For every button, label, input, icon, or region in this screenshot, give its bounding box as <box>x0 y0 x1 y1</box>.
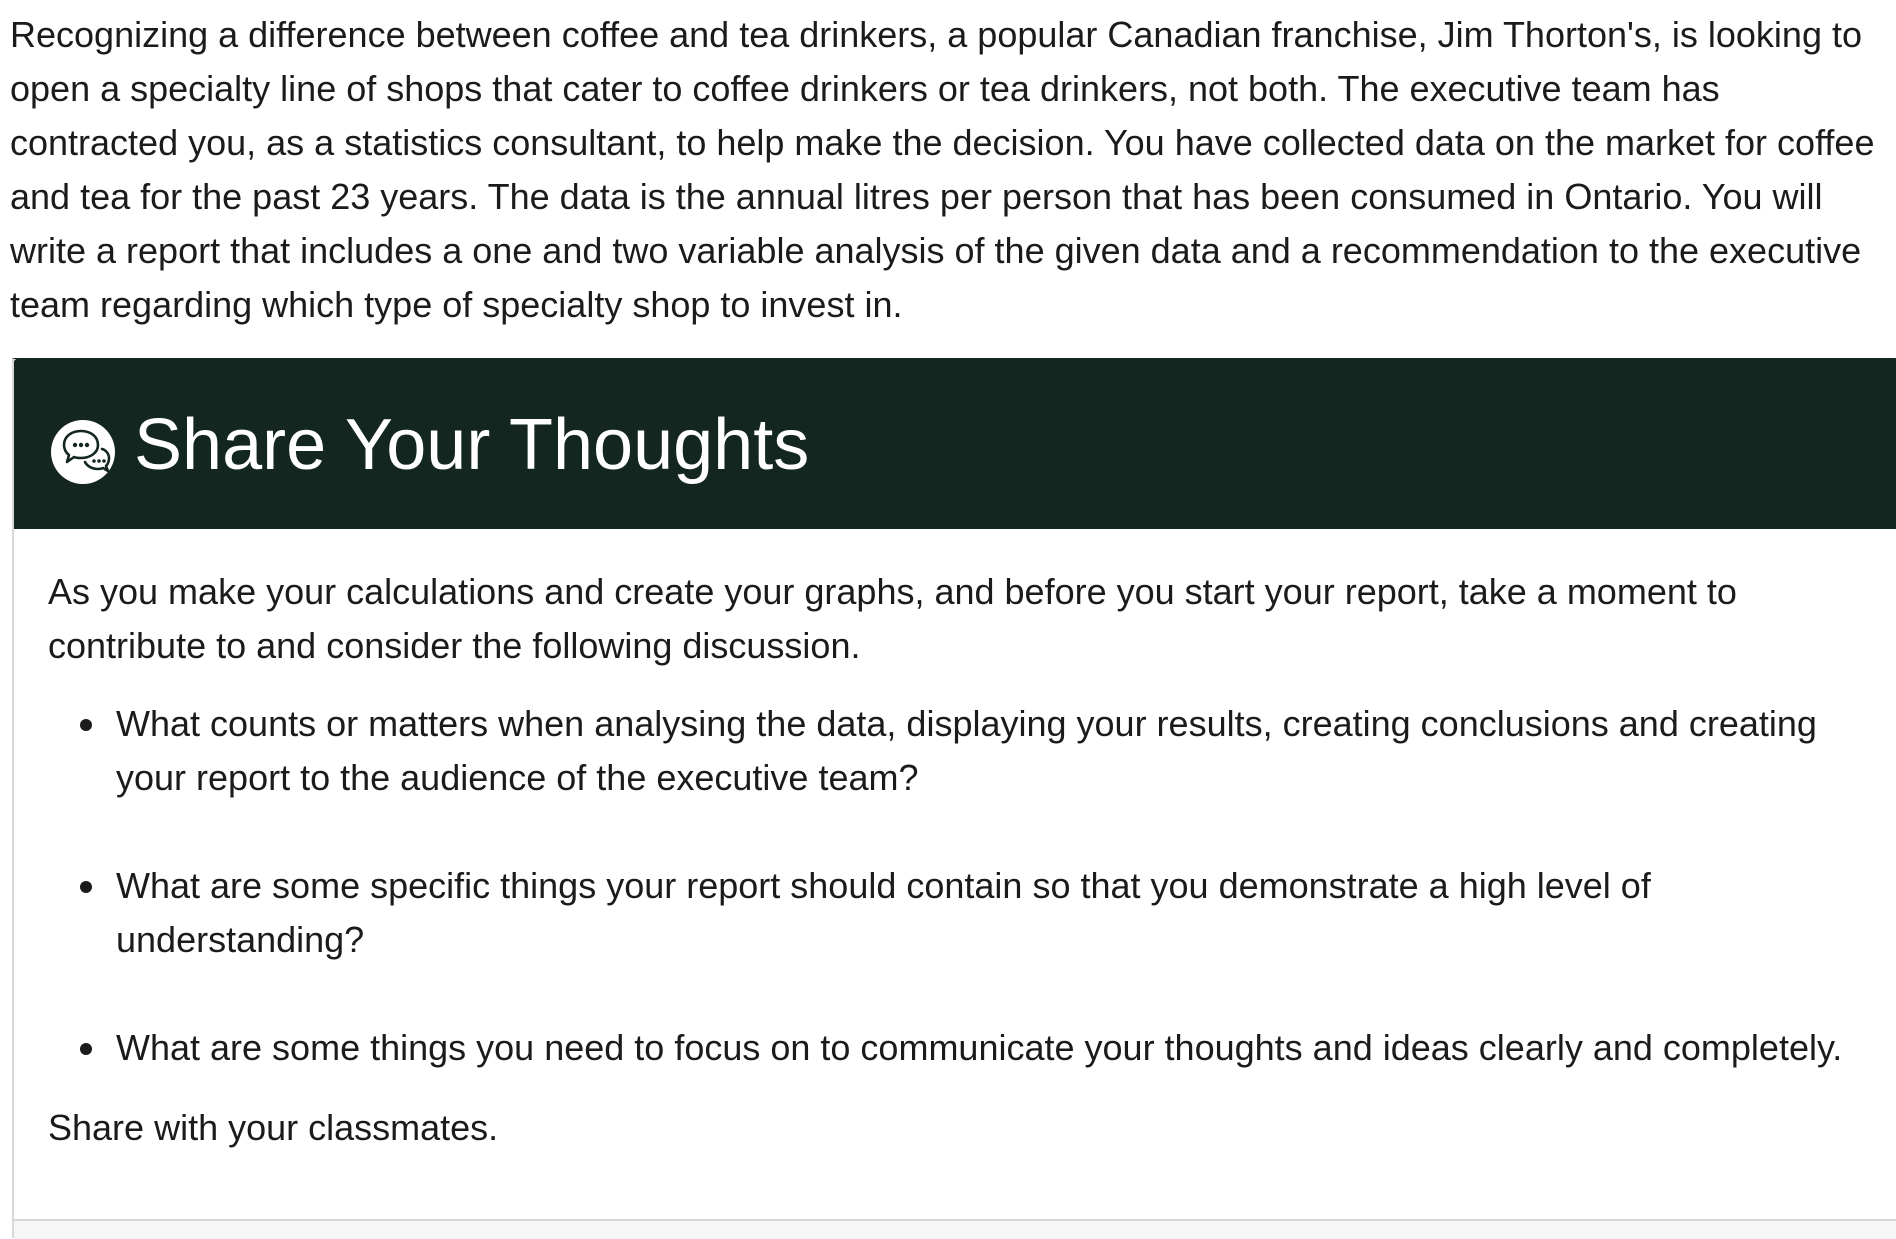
discussion-point: What are some things you need to focus on to communicate your thoughts and ideas clearly and completely. <box>48 1021 1868 1075</box>
discussion-point: What are some specific things your report should contain so that you demonstrate a high level of understanding? <box>48 859 1868 967</box>
card-body <box>48 565 1868 1155</box>
card-header <box>14 359 1896 529</box>
discussion-points-list <box>48 697 1868 1075</box>
card-footer <box>14 1221 1896 1239</box>
intro-paragraph: Recognizing a difference between coffee and tea drinkers, a popular Canadian franchise, Jim Thorton's, is looking to open a specialty line of shops that cater to coffee drinkers or tea drinkers, not both. The executive team has contracted you, as a statistics consultant, to help make the decision. You have collected data on the market for coffee and tea for the past 23 years. The data is the annual litres per person that has been consumed in Ontario. You will write a report that includes a one and two variable analysis of the given data and a recommendation to the executive team regarding which type of specialty shop to invest in. <box>10 14 1875 325</box>
card-body-intro: As you make your calculations and create your graphs, and before you start your report, take a moment to contribute to and consider the following discussion. <box>48 571 1737 666</box>
discussion-point: What counts or matters when analysing the data, displaying your results, creating conclusions and creating your report to the audience of the executive team? <box>48 697 1868 805</box>
closing-instruction: Share with your classmates. <box>48 1107 499 1148</box>
share-your-thoughts-card <box>12 358 1896 1238</box>
card-title: Share Your Thoughts <box>134 405 810 485</box>
speech-bubbles-icon <box>50 419 116 485</box>
